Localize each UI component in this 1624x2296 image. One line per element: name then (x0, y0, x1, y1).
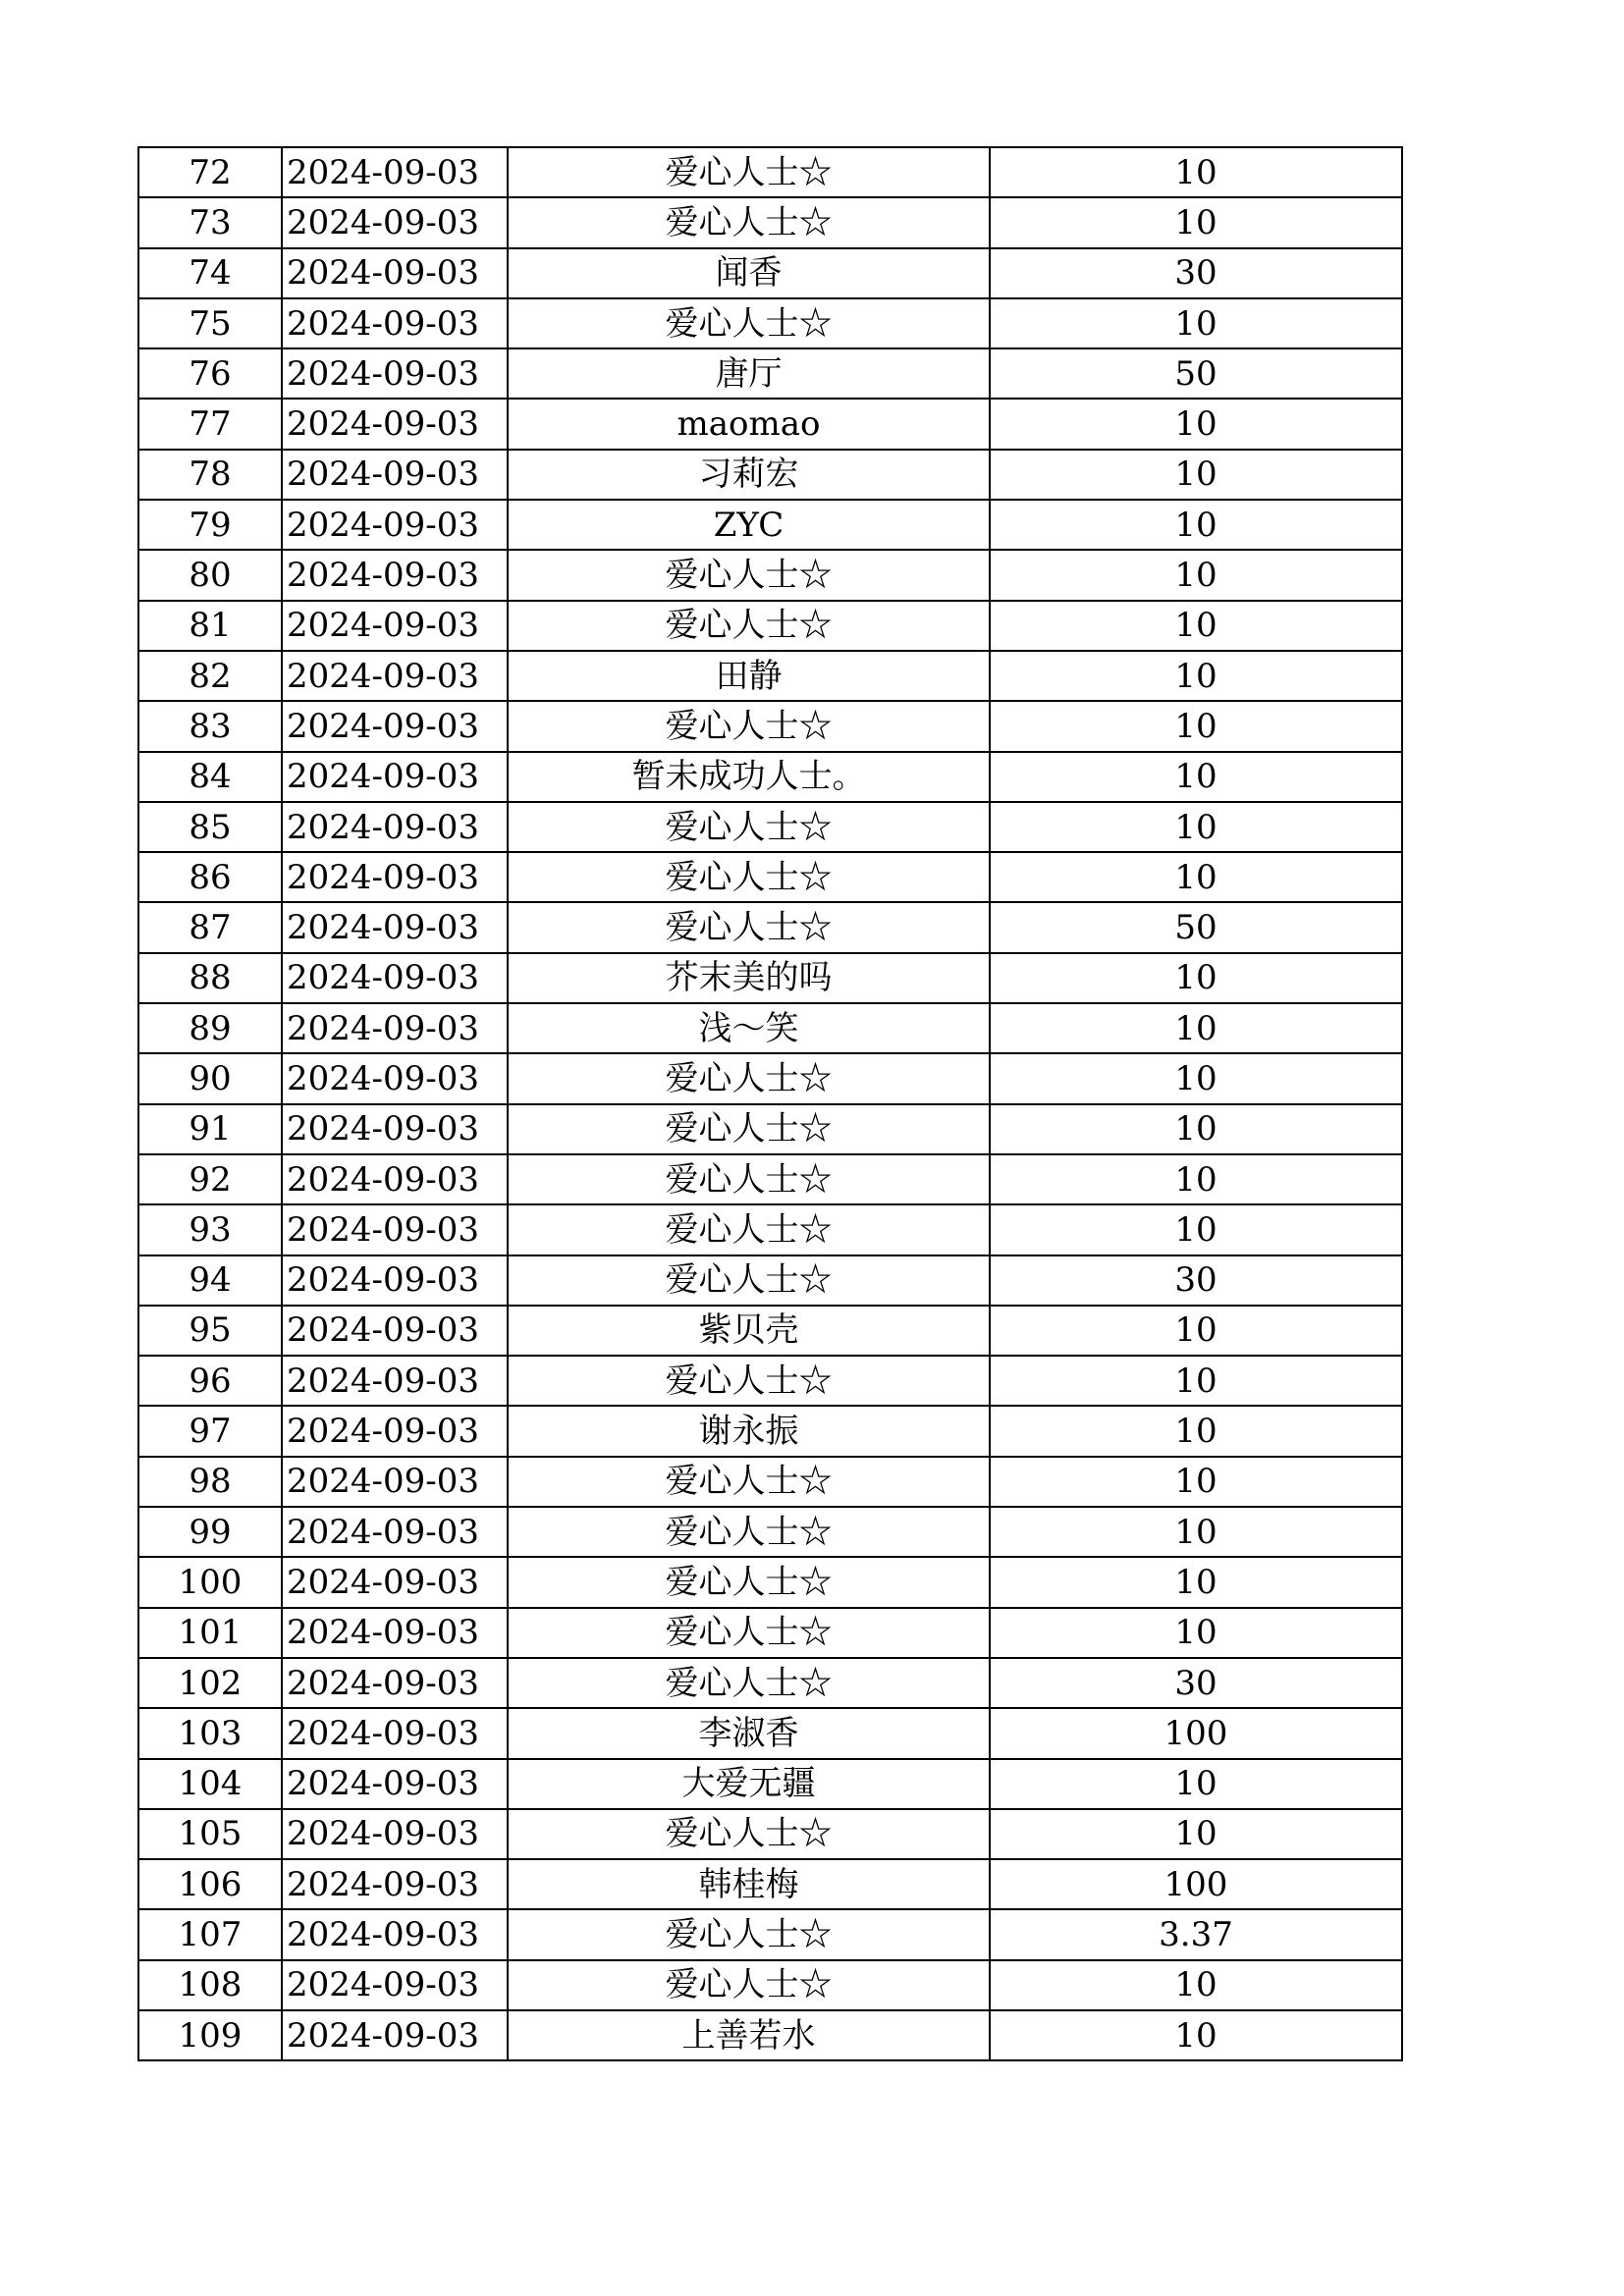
row-number-cell: 88 (138, 953, 282, 1003)
amount-cell: 10 (990, 1003, 1402, 1053)
amount-cell: 10 (990, 651, 1402, 701)
row-number-cell: 101 (138, 1608, 282, 1658)
row-number-cell: 99 (138, 1507, 282, 1557)
table-row (138, 500, 1402, 550)
donor-name-cell: 爱心人士☆ (508, 1909, 990, 1959)
amount-cell: 30 (990, 1255, 1402, 1306)
row-number-cell: 97 (138, 1406, 282, 1456)
date-cell: 2024-09-03 (282, 450, 508, 500)
table-row (138, 1809, 1402, 1859)
table-row (138, 953, 1402, 1003)
row-number-cell: 102 (138, 1658, 282, 1708)
donor-name-cell: 爱心人士☆ (508, 1154, 990, 1204)
date-cell: 2024-09-03 (282, 701, 508, 751)
table-row (138, 802, 1402, 852)
date-cell: 2024-09-03 (282, 298, 508, 348)
date-cell: 2024-09-03 (282, 1154, 508, 1204)
table-row (138, 1053, 1402, 1103)
table-row (138, 550, 1402, 600)
donor-name-cell: 芥末美的吗 (508, 953, 990, 1003)
row-number-cell: 85 (138, 802, 282, 852)
amount-cell: 3.37 (990, 1909, 1402, 1959)
donor-name-cell: 爱心人士☆ (508, 802, 990, 852)
amount-cell: 10 (990, 298, 1402, 348)
table-row (138, 1356, 1402, 1406)
amount-cell: 10 (990, 1356, 1402, 1406)
amount-cell: 30 (990, 1658, 1402, 1708)
amount-cell: 10 (990, 1104, 1402, 1154)
donor-name-cell: 爱心人士☆ (508, 1204, 990, 1255)
table-row (138, 1003, 1402, 1053)
row-number-cell: 81 (138, 601, 282, 651)
amount-cell: 10 (990, 500, 1402, 550)
row-number-cell: 80 (138, 550, 282, 600)
row-number-cell: 106 (138, 1859, 282, 1909)
date-cell: 2024-09-03 (282, 1053, 508, 1103)
amount-cell: 10 (990, 197, 1402, 247)
row-number-cell: 76 (138, 348, 282, 399)
date-cell: 2024-09-03 (282, 1204, 508, 1255)
donor-name-cell: 韩桂梅 (508, 1859, 990, 1909)
table-row (138, 298, 1402, 348)
table-row (138, 852, 1402, 902)
amount-cell: 30 (990, 248, 1402, 298)
table-row (138, 1204, 1402, 1255)
date-cell: 2024-09-03 (282, 147, 508, 197)
date-cell: 2024-09-03 (282, 197, 508, 247)
table-row (138, 1658, 1402, 1708)
row-number-cell: 87 (138, 902, 282, 952)
table-row (138, 752, 1402, 802)
row-number-cell: 90 (138, 1053, 282, 1103)
date-cell: 2024-09-03 (282, 1406, 508, 1456)
donor-name-cell: 李淑香 (508, 1708, 990, 1758)
amount-cell: 50 (990, 902, 1402, 952)
amount-cell: 10 (990, 1154, 1402, 1204)
row-number-cell: 74 (138, 248, 282, 298)
date-cell: 2024-09-03 (282, 1608, 508, 1658)
date-cell: 2024-09-03 (282, 348, 508, 399)
date-cell: 2024-09-03 (282, 1909, 508, 1959)
table-row (138, 1104, 1402, 1154)
donor-name-cell: 爱心人士☆ (508, 852, 990, 902)
table-row (138, 147, 1402, 197)
date-cell: 2024-09-03 (282, 1557, 508, 1607)
date-cell: 2024-09-03 (282, 752, 508, 802)
row-number-cell: 103 (138, 1708, 282, 1758)
amount-cell: 10 (990, 953, 1402, 1003)
date-cell: 2024-09-03 (282, 1809, 508, 1859)
table-row (138, 601, 1402, 651)
donor-name-cell: 爱心人士☆ (508, 1507, 990, 1557)
date-cell: 2024-09-03 (282, 550, 508, 600)
donor-name-cell: 爱心人士☆ (508, 197, 990, 247)
amount-cell: 10 (990, 1608, 1402, 1658)
table-row (138, 1708, 1402, 1758)
table-row (138, 348, 1402, 399)
donor-name-cell: 爱心人士☆ (508, 1255, 990, 1306)
table-row (138, 1557, 1402, 1607)
donor-name-cell: 爱心人士☆ (508, 1557, 990, 1607)
amount-cell: 10 (990, 1557, 1402, 1607)
table-row (138, 1306, 1402, 1356)
table-row (138, 1507, 1402, 1557)
table-row (138, 1909, 1402, 1959)
amount-cell: 10 (990, 550, 1402, 600)
donor-name-cell: 爱心人士☆ (508, 1658, 990, 1708)
row-number-cell: 96 (138, 1356, 282, 1406)
date-cell: 2024-09-03 (282, 500, 508, 550)
date-cell: 2024-09-03 (282, 1658, 508, 1708)
date-cell: 2024-09-03 (282, 1708, 508, 1758)
table-row (138, 248, 1402, 298)
date-cell: 2024-09-03 (282, 1759, 508, 1809)
row-number-cell: 100 (138, 1557, 282, 1607)
amount-cell: 10 (990, 147, 1402, 197)
amount-cell: 10 (990, 1960, 1402, 2010)
amount-cell: 10 (990, 1809, 1402, 1859)
row-number-cell: 98 (138, 1457, 282, 1507)
date-cell: 2024-09-03 (282, 953, 508, 1003)
table-row (138, 1406, 1402, 1456)
row-number-cell: 78 (138, 450, 282, 500)
date-cell: 2024-09-03 (282, 1457, 508, 1507)
donor-name-cell: 爱心人士☆ (508, 1104, 990, 1154)
date-cell: 2024-09-03 (282, 1003, 508, 1053)
donor-name-cell: maomao (508, 399, 990, 449)
donor-name-cell: 爱心人士☆ (508, 1960, 990, 2010)
date-cell: 2024-09-03 (282, 902, 508, 952)
amount-cell: 10 (990, 1053, 1402, 1103)
row-number-cell: 95 (138, 1306, 282, 1356)
row-number-cell: 92 (138, 1154, 282, 1204)
table-row (138, 1608, 1402, 1658)
table-row (138, 2010, 1402, 2060)
donor-name-cell: 爱心人士☆ (508, 1053, 990, 1103)
donor-name-cell: 谢永振 (508, 1406, 990, 1456)
table-row (138, 651, 1402, 701)
row-number-cell: 105 (138, 1809, 282, 1859)
table-row (138, 1859, 1402, 1909)
table-row (138, 902, 1402, 952)
row-number-cell: 91 (138, 1104, 282, 1154)
amount-cell: 10 (990, 601, 1402, 651)
date-cell: 2024-09-03 (282, 1960, 508, 2010)
table-row (138, 1457, 1402, 1507)
table-row (138, 1960, 1402, 2010)
row-number-cell: 79 (138, 500, 282, 550)
donor-name-cell: ZYC (508, 500, 990, 550)
date-cell: 2024-09-03 (282, 399, 508, 449)
row-number-cell: 89 (138, 1003, 282, 1053)
table-row (138, 1255, 1402, 1306)
donor-name-cell: 爱心人士☆ (508, 701, 990, 751)
row-number-cell: 72 (138, 147, 282, 197)
table-row (138, 197, 1402, 247)
amount-cell: 10 (990, 1306, 1402, 1356)
donor-name-cell: 田静 (508, 651, 990, 701)
row-number-cell: 83 (138, 701, 282, 751)
date-cell: 2024-09-03 (282, 651, 508, 701)
donor-name-cell: 爱心人士☆ (508, 298, 990, 348)
amount-cell: 10 (990, 802, 1402, 852)
donor-name-cell: 闻香 (508, 248, 990, 298)
date-cell: 2024-09-03 (282, 852, 508, 902)
date-cell: 2024-09-03 (282, 1507, 508, 1557)
donor-name-cell: 爱心人士☆ (508, 550, 990, 600)
amount-cell: 100 (990, 1859, 1402, 1909)
table-row (138, 701, 1402, 751)
amount-cell: 10 (990, 1507, 1402, 1557)
row-number-cell: 109 (138, 2010, 282, 2060)
row-number-cell: 107 (138, 1909, 282, 1959)
donor-name-cell: 爱心人士☆ (508, 601, 990, 651)
donor-name-cell: 大爱无疆 (508, 1759, 990, 1809)
donor-name-cell: 浅～笑 (508, 1003, 990, 1053)
date-cell: 2024-09-03 (282, 2010, 508, 2060)
amount-cell: 10 (990, 2010, 1402, 2060)
donor-name-cell: 上善若水 (508, 2010, 990, 2060)
donor-name-cell: 暂未成功人士。 (508, 752, 990, 802)
table-row (138, 450, 1402, 500)
date-cell: 2024-09-03 (282, 248, 508, 298)
amount-cell: 10 (990, 1406, 1402, 1456)
donor-name-cell: 紫贝壳 (508, 1306, 990, 1356)
row-number-cell: 108 (138, 1960, 282, 2010)
donor-name-cell: 爱心人士☆ (508, 1356, 990, 1406)
date-cell: 2024-09-03 (282, 601, 508, 651)
row-number-cell: 93 (138, 1204, 282, 1255)
date-cell: 2024-09-03 (282, 1306, 508, 1356)
date-cell: 2024-09-03 (282, 1255, 508, 1306)
row-number-cell: 82 (138, 651, 282, 701)
row-number-cell: 86 (138, 852, 282, 902)
amount-cell: 10 (990, 1457, 1402, 1507)
donor-name-cell: 唐厅 (508, 348, 990, 399)
donor-name-cell: 爱心人士☆ (508, 1608, 990, 1658)
date-cell: 2024-09-03 (282, 1356, 508, 1406)
donor-name-cell: 爱心人士☆ (508, 1457, 990, 1507)
row-number-cell: 94 (138, 1255, 282, 1306)
row-number-cell: 104 (138, 1759, 282, 1809)
amount-cell: 10 (990, 752, 1402, 802)
donor-name-cell: 爱心人士☆ (508, 902, 990, 952)
row-number-cell: 77 (138, 399, 282, 449)
amount-cell: 10 (990, 450, 1402, 500)
row-number-cell: 75 (138, 298, 282, 348)
row-number-cell: 84 (138, 752, 282, 802)
donation-table (137, 146, 1403, 2061)
row-number-cell: 73 (138, 197, 282, 247)
amount-cell: 10 (990, 399, 1402, 449)
amount-cell: 100 (990, 1708, 1402, 1758)
table-row (138, 1154, 1402, 1204)
date-cell: 2024-09-03 (282, 1859, 508, 1909)
table-row (138, 1759, 1402, 1809)
donor-name-cell: 习莉宏 (508, 450, 990, 500)
table-row (138, 399, 1402, 449)
donation-table-body (138, 147, 1402, 2060)
date-cell: 2024-09-03 (282, 1104, 508, 1154)
date-cell: 2024-09-03 (282, 802, 508, 852)
amount-cell: 10 (990, 852, 1402, 902)
amount-cell: 10 (990, 701, 1402, 751)
donor-name-cell: 爱心人士☆ (508, 147, 990, 197)
amount-cell: 10 (990, 1759, 1402, 1809)
donor-name-cell: 爱心人士☆ (508, 1809, 990, 1859)
amount-cell: 10 (990, 1204, 1402, 1255)
amount-cell: 50 (990, 348, 1402, 399)
